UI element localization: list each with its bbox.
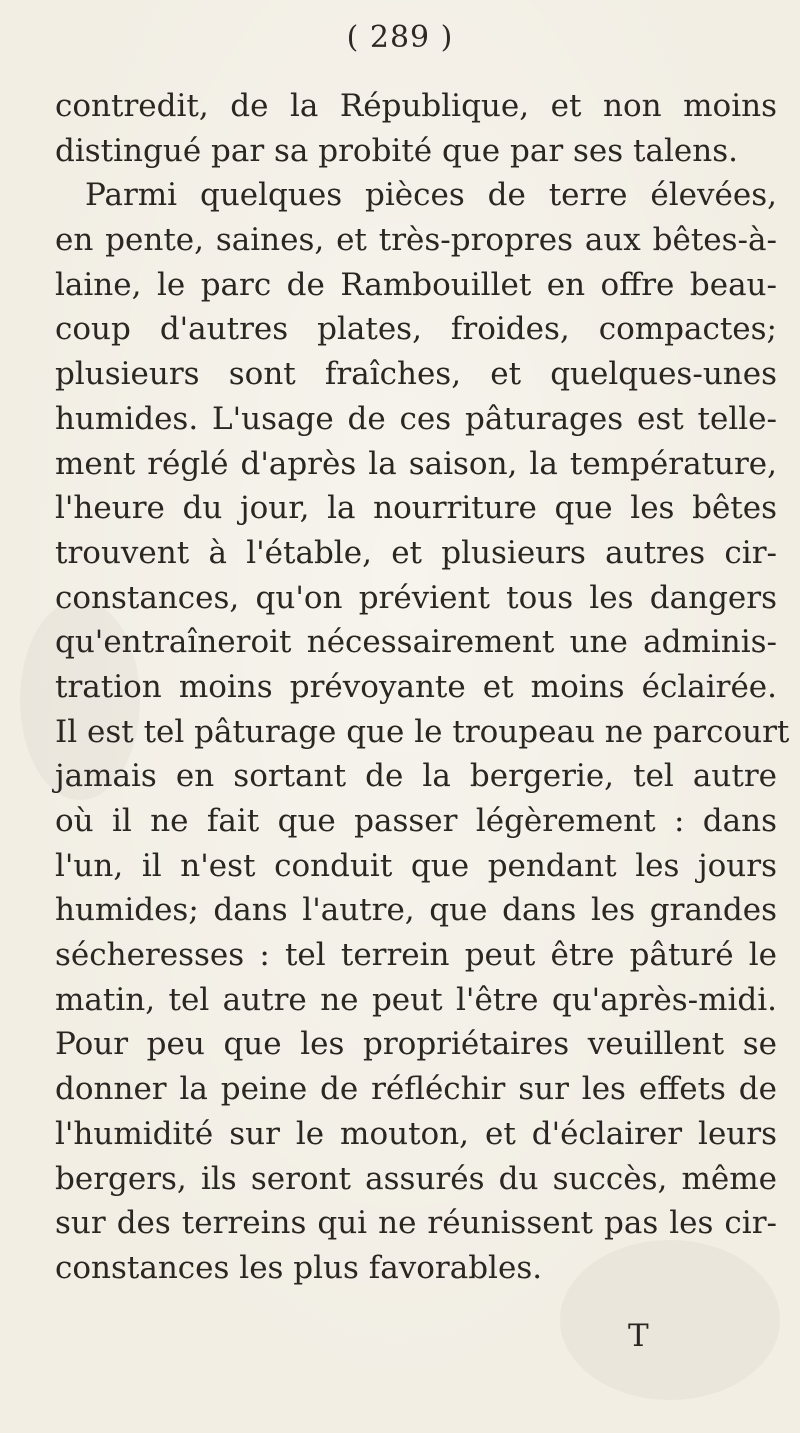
text-line: qu'entraîneroit nécessairement une adminis- <box>55 624 777 661</box>
text-line: humides; dans l'autre, que dans les grandes <box>55 892 777 929</box>
text-line: l'un, il n'est conduit que pendant les jours <box>55 847 777 884</box>
text-line: constances les plus favorables. <box>55 1249 543 1286</box>
text-line: laine, le parc de Rambouillet en offre beau- <box>55 266 777 303</box>
text-line: Il est tel pâturage que le troupeau ne parcourt <box>55 713 790 750</box>
text-line: bergers, ils seront assurés du succès, même <box>55 1160 777 1197</box>
text-line: l'humidité sur le mouton, et d'éclairer leurs <box>55 1115 777 1152</box>
text-line: plusieurs sont fraîches, et quelques-unes <box>55 356 777 393</box>
text-line: donner la peine de réfléchir sur les effets de <box>55 1071 777 1108</box>
text-line: sur des terreins qui ne réunissent pas les cir- <box>55 1205 777 1242</box>
text-line: coup d'autres plates, froides, compactes; <box>55 311 777 348</box>
text-line: sécheresses : tel terrein peut être pâturé le <box>55 937 777 974</box>
text-line: constances, qu'on prévient tous les dangers <box>55 579 777 616</box>
text-line: en pente, saines, et très-propres aux bêtes-à- <box>55 222 777 259</box>
page-number: ( 289 ) <box>346 20 454 55</box>
text-line: jamais en sortant de la bergerie, tel autre <box>55 758 777 795</box>
body-text <box>55 84 790 1291</box>
text-line: l'heure du jour, la nourriture que les bêtes <box>55 490 777 527</box>
text-line: trouvent à l'étable, et plusieurs autres cir- <box>55 534 777 571</box>
text-line: où il ne fait que passer légèrement : dans <box>55 803 777 839</box>
text-line: ment réglé d'après la saison, la température, <box>55 445 777 482</box>
text-line: Pour peu que les propriétaires veuillent se <box>55 1026 777 1063</box>
text-line: matin, tel autre ne peut l'être qu'après-midi. <box>55 981 777 1018</box>
text-line: contredit, de la République, et non moins <box>55 88 777 124</box>
text-line: distingué par sa probité que par ses talens. <box>55 132 738 169</box>
catchword: T <box>628 1318 649 1354</box>
text-line: tration moins prévoyante et moins éclairée. <box>55 668 777 705</box>
text-line: humides. L'usage de ces pâturages est telle- <box>55 400 777 437</box>
paragraph-start-line: Parmi quelques pièces de terre élevées, <box>85 177 777 214</box>
